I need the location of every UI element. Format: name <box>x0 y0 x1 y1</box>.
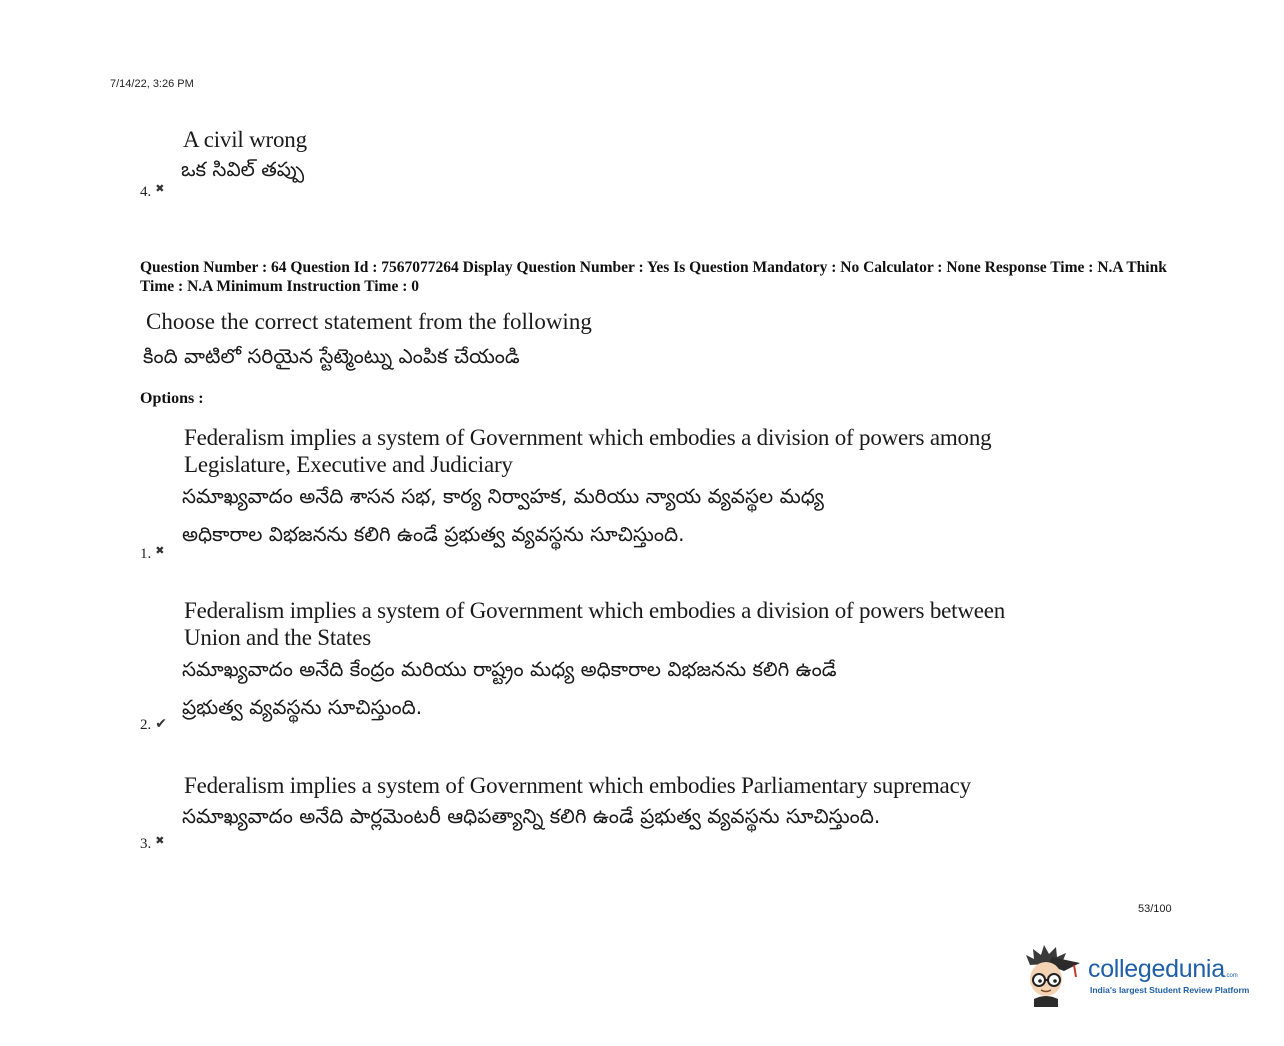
options-label: Options : <box>140 390 204 407</box>
option-1-text-te-line1: సమాఖ్యవాదం అనేది శాసన సభ, కార్య నిర్వాహక, మరియు న్యాయ వ్యవస్థల మధ్య <box>182 484 824 508</box>
mascot-icon <box>1024 943 1082 1007</box>
option-2-number <box>140 717 167 734</box>
collegedunia-logo <box>1024 940 1264 1010</box>
option-number: 4. <box>140 184 152 200</box>
option-1-text-te-line2: అధికారాల విభజనను కలిగి ఉండే ప్రభుత్వ వ్యవస్థను సూచిస్తుంది. <box>182 522 685 546</box>
option-number: 1. <box>140 546 152 562</box>
cross-icon: ✖ <box>155 834 165 847</box>
cross-icon: ✖ <box>155 182 165 195</box>
option-2-text-en-line2: Union and the States <box>184 625 371 650</box>
option-2-text-te-line1: సమాఖ్యవాదం అనేది కేంద్రం మరియు రాష్ట్రం మధ్య అధికారాల విభజనను కలిగి ఉండే <box>182 657 837 681</box>
page-counter: 53/100 <box>1138 903 1172 915</box>
option-number: 3. <box>140 836 152 852</box>
brand-tagline: India's largest Student Review Platform <box>1090 985 1250 995</box>
option-1-number <box>140 546 164 563</box>
option-number: 2. <box>140 717 152 733</box>
brand-suffix: .com <box>1224 973 1238 979</box>
question-text-te: కింది వాటిలో సరియైన స్టేట్మెంట్ను ఎంపిక చేయండి <box>143 344 520 368</box>
option-3-text-en-line1: Federalism implies a system of Government which embodies Parliamentary supremacy <box>184 773 971 798</box>
prev-option-4-text-en: A civil wrong <box>183 127 307 152</box>
option-2-text-te-line2: ప్రభుత్వ వ్యవస్థను సూచిస్తుంది. <box>182 695 423 719</box>
cross-icon: ✖ <box>155 544 165 557</box>
option-3-number <box>140 836 164 853</box>
check-icon: ✔ <box>155 715 167 732</box>
brand-name: collegedunia <box>1088 955 1225 983</box>
option-1-text-en-line2: Legislature, Executive and Judiciary <box>184 452 513 477</box>
option-2-text-en-line1: Federalism implies a system of Government which embodies a division of powers between <box>184 598 1006 623</box>
question-text-en: Choose the correct statement from the following <box>146 309 592 334</box>
question-meta: Question Number : 64 Question Id : 7567077264 Display Question Number : Yes Is Question Mandatory : No Calculator : None Response Time : N.A Think Time : N.A Minimum Instruction Time : 0 <box>140 259 1167 295</box>
option-1-text-en-line1: Federalism implies a system of Government which embodies a division of powers among <box>184 425 992 450</box>
option-3-text-te-line1: సమాఖ్యవాదం అనేది పార్లమెంటరీ ఆధిపత్యాన్ని కలిగి ఉండే ప్రభుత్వ వ్యవస్థను సూచిస్తుంది. <box>182 804 881 828</box>
prev-option-4-text-te: ఒక సివిల్ తప్పు <box>181 157 305 181</box>
print-timestamp: 7/14/22, 3:26 PM <box>110 78 194 90</box>
prev-option-4-number <box>140 184 164 201</box>
